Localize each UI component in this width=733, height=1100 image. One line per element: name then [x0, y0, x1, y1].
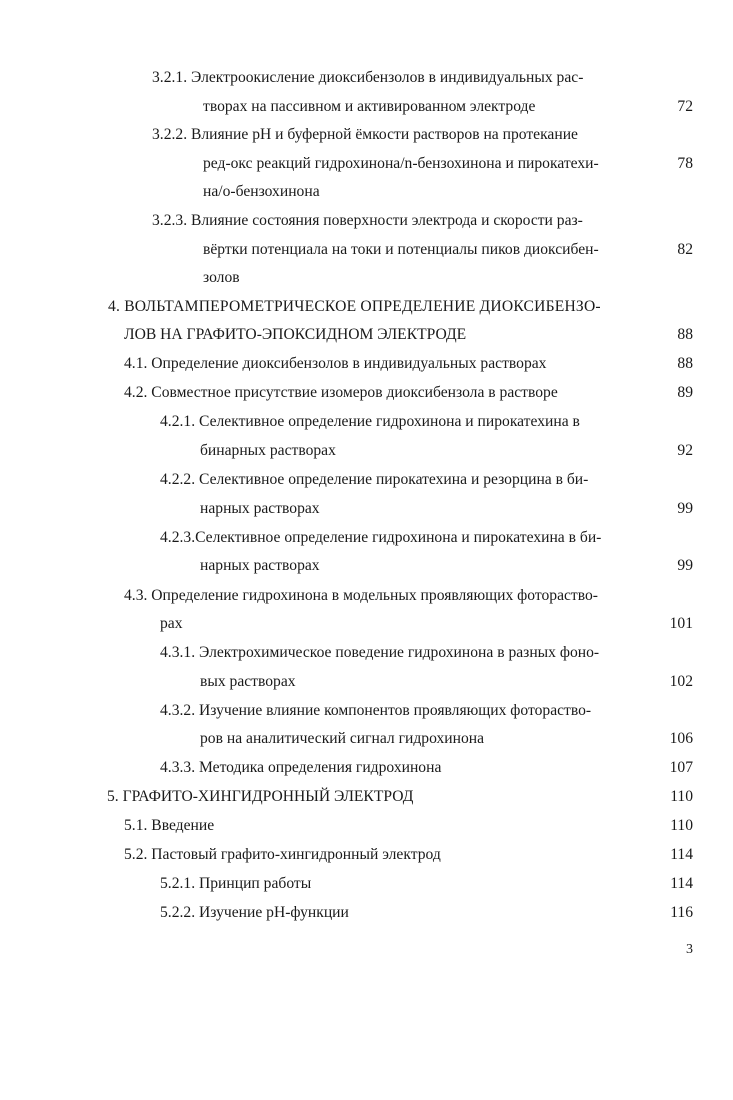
- page-number: 3: [686, 942, 693, 957]
- toc-page-5-2: 114: [670, 846, 693, 863]
- toc-entry-5-2: 5.2. Пастовый графито-хингидронный электрод: [124, 846, 441, 863]
- toc-entry-3-2-3-line3: золов: [203, 269, 240, 286]
- toc-entry-4-3-2-line1: 4.3.2. Изучение влияние компонентов проявляющих фотораство-: [160, 702, 592, 719]
- toc-page-4-2-1: 92: [677, 442, 693, 459]
- toc-entry-4-3-1-line1: 4.3.1. Электрохимическое поведение гидрохинона в разных фоно-: [160, 644, 600, 661]
- toc-entry-3-2-1-line2: творах на пассивном и активированном электроде: [203, 98, 536, 115]
- toc-entry-3-2-2-line2: ред-окс реакций гидрохинона/n-бензохинона и пирокатехи-: [203, 155, 599, 172]
- toc-page-5-2-1: 114: [670, 875, 693, 892]
- toc-entry-5-2-2: 5.2.2. Изучение рН-функции: [160, 904, 349, 921]
- toc-entry-4-2-2-line1: 4.2.2. Селективное определение пирокатехина и резорцина в би-: [160, 471, 589, 488]
- toc-page-4-2-3: 99: [677, 557, 693, 574]
- toc-entry-4-2-1-line2: бинарных растворах: [200, 442, 336, 459]
- toc-entry-4-2-3-line2: нарных растворах: [200, 557, 320, 574]
- toc-entry-3-2-2-line3: на/о-бензохинона: [203, 183, 320, 200]
- toc-chapter-5: 5. ГРАФИТО-ХИНГИДРОННЫЙ ЭЛЕКТРОД: [107, 788, 414, 805]
- toc-entry-4-3-2-line2: ров на аналитический сигнал гидрохинона: [200, 730, 485, 747]
- toc-page-4-3-3: 107: [669, 759, 693, 776]
- toc-entry-4-2-3-line1: 4.2.3.Селективное определение гидрохинона и пирокатехина в би-: [160, 529, 602, 546]
- toc-page-5-1: 110: [670, 817, 693, 834]
- toc-page-5-2-2: 116: [670, 904, 693, 921]
- toc-entry-4-2-1-line1: 4.2.1. Селективное определение гидрохинона и пирокатехина в: [160, 413, 580, 430]
- toc-entry-3-2-3-line2: вёртки потенциала на токи и потенциалы пиков диоксибен-: [203, 241, 599, 258]
- toc-entry-3-2-2-line1: 3.2.2. Влияние рН и буферной ёмкости растворов на протекание: [152, 126, 578, 143]
- toc-chapter-4-line1: 4. ВОЛЬТАМПЕРОМЕТРИЧЕСКОЕ ОПРЕДЕЛЕНИЕ ДИОКСИБЕНЗО-: [108, 298, 601, 315]
- toc-entry-4-3-3: 4.3.3. Методика определения гидрохинона: [160, 759, 442, 776]
- toc-page-3-2-2: 78: [677, 155, 693, 172]
- toc-page-3-2-1: 72: [677, 98, 693, 115]
- toc-page-4-1: 88: [677, 355, 693, 372]
- toc-page-3-2-3: 82: [677, 241, 693, 258]
- toc-page-4-2-2: 99: [677, 500, 693, 517]
- toc-entry-5-2-1: 5.2.1. Принцип работы: [160, 875, 312, 892]
- toc-entry-4-3-line2: рах: [160, 615, 183, 632]
- toc-entry-4-3-line1: 4.3. Определение гидрохинона в модельных проявляющих фотораство-: [124, 587, 598, 604]
- toc-entry-3-2-3-line1: 3.2.3. Влияние состояния поверхности электрода и скорости раз-: [152, 212, 583, 229]
- toc-entry-4-1: 4.1. Определение диоксибензолов в индивидуальных растворах: [124, 355, 547, 372]
- toc-page-4-3-1: 102: [669, 673, 693, 690]
- toc-page-4-3: 101: [669, 615, 693, 632]
- toc-entry-5-1: 5.1. Введение: [124, 817, 215, 834]
- toc-chapter-4-line2: ЛОВ НА ГРАФИТО-ЭПОКСИДНОМ ЭЛЕКТРОДЕ: [124, 326, 467, 343]
- toc-entry-4-2-2-line2: нарных растворах: [200, 500, 320, 517]
- toc-entry-3-2-1-line1: 3.2.1. Электроокисление диоксибензолов в индивидуальных рас-: [152, 69, 584, 86]
- toc-page-5: 110: [670, 788, 693, 805]
- toc-entry-4-2: 4.2. Совместное присутствие изомеров диоксибензола в растворе: [124, 384, 558, 401]
- toc-entry-4-3-1-line2: вых растворах: [200, 673, 296, 690]
- toc-page-4-3-2: 106: [669, 730, 693, 747]
- toc-page-4-2: 89: [677, 384, 693, 401]
- toc-page-4: 88: [677, 326, 693, 343]
